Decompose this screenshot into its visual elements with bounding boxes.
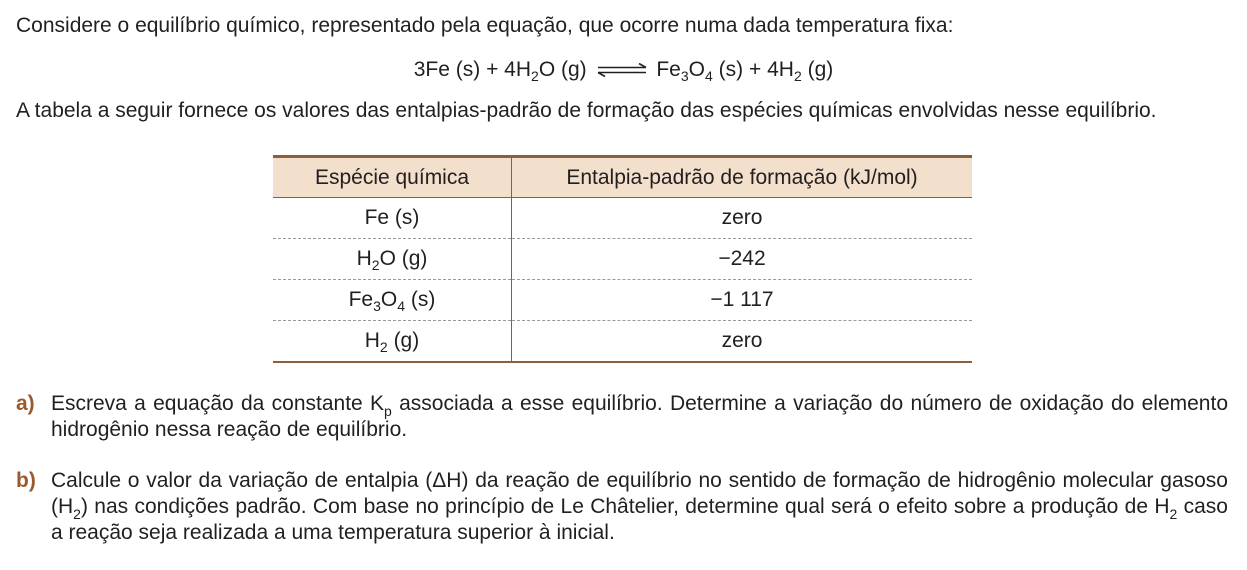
question-a-marker: a) bbox=[16, 392, 35, 415]
species-cell: $Fe_3O_4$ (s) bbox=[273, 280, 512, 321]
species-cell: $H_2$ (g) bbox=[273, 321, 512, 363]
plus-sign: + bbox=[749, 58, 762, 81]
table-intro-text: A tabela a seguir fornece os valores das entalpias-padrão de formação das espécies químicas envolvidas nesse equilíbrio. bbox=[16, 99, 1157, 122]
species-cell: $H_2O$ (g) bbox=[273, 239, 512, 280]
table-row bbox=[273, 321, 972, 363]
species-cell: Fe (s) bbox=[273, 198, 512, 239]
table-row bbox=[273, 280, 972, 321]
header-enthalpy: Entalpia-padrão de formação (kJ/mol) bbox=[512, 157, 973, 198]
question-a bbox=[16, 391, 1228, 443]
equilibrium-arrows-icon bbox=[596, 63, 648, 77]
enthalpy-cell: zero bbox=[512, 321, 973, 363]
plus-sign: + bbox=[486, 58, 499, 81]
question-b-marker: b) bbox=[16, 469, 36, 492]
question-b-text: Calcule o valor da variação de entalpia (ΔH) da reação de equilíbrio no sentido de formação de hidrogênio molecular gasoso $(H_2)$ nas condições padrão. Com base no princípio de Le Châtelier, determine qual será o efeito sobre a produção de $H_2$ caso a reação seja realizada a uma temperatura superior à inicial. bbox=[51, 469, 1228, 544]
product-magnetite: $Fe_3O_4$ (s) bbox=[656, 58, 744, 84]
table-row bbox=[273, 198, 972, 239]
question-b bbox=[16, 468, 1228, 546]
question-a-text: Escreva a equação da constante $K_p$ associada a esse equilíbrio. Determine a variação do número de oxidação do elemento hidrogênio nessa reação de equilíbrio. bbox=[51, 392, 1228, 441]
table-row bbox=[273, 239, 972, 280]
reactant-water: $4H_2O$ (g) bbox=[504, 58, 587, 84]
enthalpy-cell: −242 bbox=[512, 239, 973, 280]
chemical-equation bbox=[0, 55, 1247, 85]
intro-text: Considere o equilíbrio químico, representado pela equação, que ocorre numa dada temperatura fixa: bbox=[16, 14, 954, 37]
enthalpy-cell: zero bbox=[512, 198, 973, 239]
product-hydrogen: $4H_2$ (g) bbox=[767, 58, 834, 84]
table-header-row bbox=[273, 157, 972, 198]
enthalpy-table bbox=[273, 155, 972, 363]
reactant-fe: 3Fe (s) bbox=[413, 58, 481, 81]
header-species: Espécie química bbox=[273, 157, 512, 198]
enthalpy-cell: −1 117 bbox=[512, 280, 973, 321]
